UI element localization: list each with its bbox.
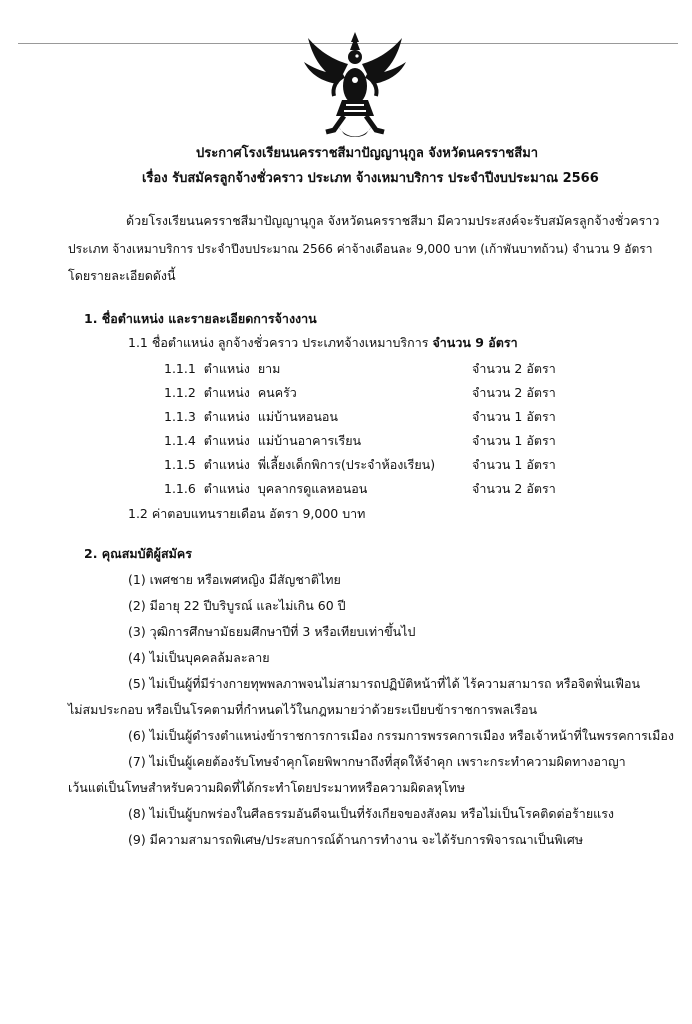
qualification-item: (5) ไม่เป็นผู้ที่มีร่างกายทุพพลภาพจนไม่สามารถปฏิบัติหน้าที่ได้ ไร้ความสามารถ หรือจิตฟั่นเฟือน: [128, 676, 641, 691]
qualification-item: (2) มีอายุ 22 ปีบริบูรณ์ และไม่เกิน 60 ปี: [128, 598, 346, 613]
subsection-1-1: [128, 335, 518, 351]
position-count: จำนวน 2 อัตรา: [472, 385, 556, 400]
position-item: 1.1.3 ตำแหน่ง แม่บ้านหอนอน: [164, 409, 338, 424]
position-item: 1.1.6 ตำแหน่ง บุคลากรดูแลหอนอน: [164, 481, 368, 496]
position-item: 1.1.4 ตำแหน่ง แม่บ้านอาคารเรียน: [164, 433, 362, 448]
subsection-count: จำนวน 9 อัตรา: [432, 335, 518, 350]
announcement-title: ประกาศโรงเรียนนครราชสีมาปัญญานุกูล จังหวัดนครราชสีมา: [196, 146, 539, 161]
garuda-emblem-icon: [298, 30, 412, 142]
position-count: จำนวน 1 อัตรา: [472, 457, 556, 472]
intro-line: ประเภท จ้างเหมาบริการ ประจำปีงบประมาณ 2566 ค่าจ้างเดือนละ 9,000 บาท (เก้าพันบาทถ้วน) จำนวน 9 อัตรา: [68, 242, 653, 256]
announcement-subject: เรื่อง รับสมัครลูกจ้างชั่วคราว ประเภท จ้างเหมาบริการ ประจำปีงบประมาณ 2566: [142, 171, 599, 186]
qualification-item-continued: ไม่สมประกอบ หรือเป็นโรคตามที่กำหนดไว้ในกฎหมายว่าด้วยระเบียบข้าราชการพลเรือน: [68, 702, 538, 717]
section-heading: 2. คุณสมบัติผู้สมัคร: [84, 546, 192, 561]
position-count: จำนวน 1 อัตรา: [472, 409, 556, 424]
intro-line: โดยรายละเอียดดังนี้: [68, 268, 176, 283]
intro-line: ด้วยโรงเรียนนครราชสีมาปัญญานุกูล จังหวัดนครราชสีมา มีความประสงค์จะรับสมัครลูกจ้างชั่วคราว: [126, 213, 660, 228]
section-heading: 1. ชื่อตำแหน่ง และรายละเอียดการจ้างงาน: [84, 311, 317, 326]
position-item: 1.1.5 ตำแหน่ง พี่เลี้ยงเด็กพิการ(ประจำห้องเรียน): [164, 457, 436, 472]
qualification-item-continued: เว้นแต่เป็นโทษสำหรับความผิดที่ได้กระทำโดยประมาทหรือความผิดลหุโทษ: [68, 780, 466, 795]
qualification-item: (8) ไม่เป็นผู้บกพร่องในศีลธรรมอันดีจนเป็นที่รังเกียจของสังคม หรือไม่เป็นโรคติดต่อร้ายแรง: [128, 806, 615, 821]
position-count: จำนวน 1 อัตรา: [472, 433, 556, 448]
qualification-item: (7) ไม่เป็นผู้เคยต้องรับโทษจำคุกโดยพิพากษาถึงที่สุดให้จำคุก เพราะกระทำความผิดทางอาญา: [128, 754, 626, 769]
qualification-item: (9) มีความสามารถพิเศษ/ประสบการณ์ด้านการทำงาน จะได้รับการพิจารณาเป็นพิเศษ: [128, 832, 584, 847]
position-item: 1.1.2 ตำแหน่ง คนครัว: [164, 385, 297, 400]
position-count: จำนวน 2 อัตรา: [472, 481, 556, 496]
qualification-item: (3) วุฒิการศึกษามัธยมศึกษาปีที่ 3 หรือเทียบเท่าขึ้นไป: [128, 624, 416, 639]
qualification-item: (4) ไม่เป็นบุคคลล้มละลาย: [128, 650, 270, 665]
subsection-1-2: 1.2 ค่าตอบแทนรายเดือน อัตรา 9,000 บาท: [128, 506, 366, 521]
subsection-text: 1.1 ชื่อตำแหน่ง ลูกจ้างชั่วคราว ประเภทจ้างเหมาบริการ: [128, 335, 429, 350]
position-count: จำนวน 2 อัตรา: [472, 361, 556, 376]
qualification-item: (6) ไม่เป็นผู้ดำรงตำแหน่งข้าราชการการเมือง กรรมการพรรคการเมือง หรือเจ้าหน้าที่ในพรรคการเมือง: [128, 728, 674, 743]
position-item: 1.1.1 ตำแหน่ง ยาม: [164, 361, 281, 376]
qualification-item: (1) เพศชาย หรือเพศหญิง มีสัญชาติไทย: [128, 572, 341, 587]
